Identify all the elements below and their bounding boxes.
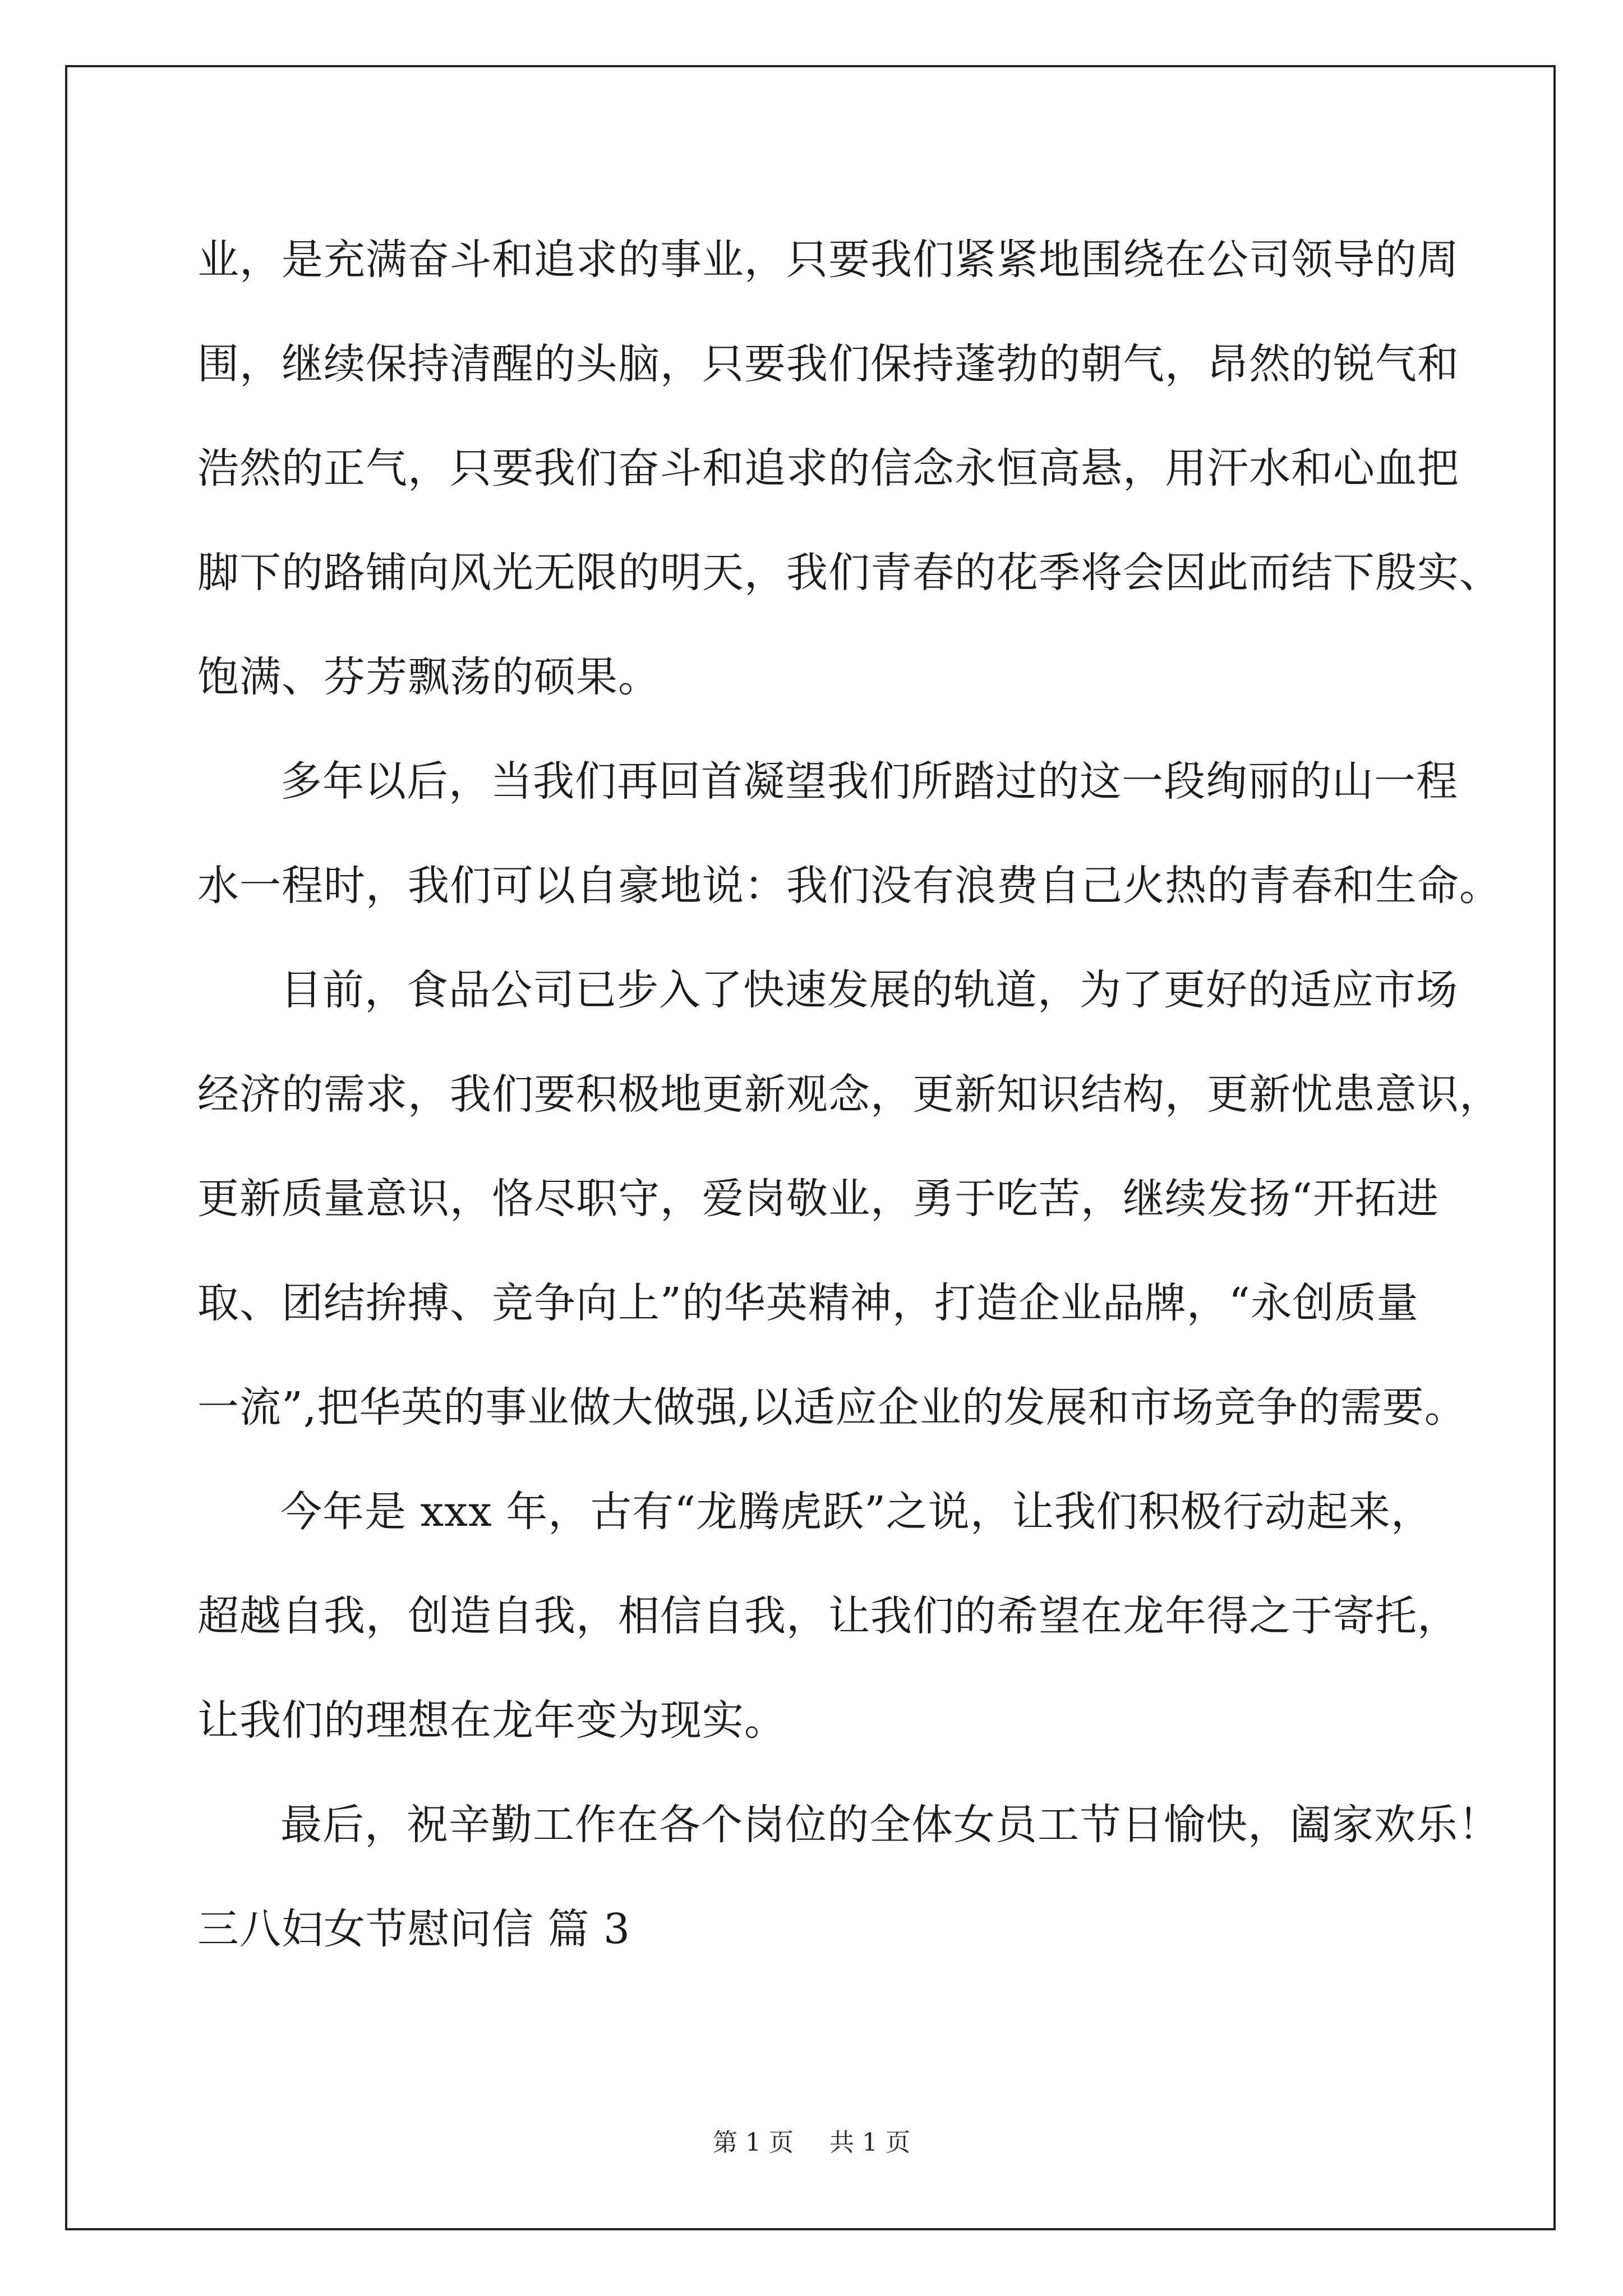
- text-line: 围，继续保持清醒的头脑，只要我们保持蓬勃的朝气，昂然的锐气和: [197, 340, 1459, 388]
- text-line: 脚下的路铺向风光无限的明天，我们青春的花季将会因此而结下殷实、: [197, 549, 1501, 597]
- text-line: 饱满、芬芳飘荡的硕果。: [197, 653, 660, 701]
- text-line: 取、团结拚搏、竞争向上”的华英精神，打造企业品牌，“永创质量: [197, 1279, 1419, 1327]
- text-line: 水一程时，我们可以自豪地说：我们没有浪费自己火热的青春和生命。: [197, 862, 1501, 910]
- paragraph-first-line: 今年是 xxx 年，古有“龙腾虎跃”之说，让我们积极行动起来，: [280, 1488, 1433, 1536]
- page-footer: [0, 2126, 1623, 2160]
- text-line: 一流”,把华英的事业做大做强,以适应企业的发展和市场竞争的需要。: [197, 1383, 1467, 1432]
- paragraph-first-line: 多年以后，当我们再回首凝望我们所踏过的这一段绚丽的山一程: [280, 757, 1458, 806]
- section-heading: 三八妇女节慰问信 篇 3: [197, 1905, 631, 1953]
- text-line: 浩然的正气，只要我们奋斗和追求的信念永恒高悬，用汗水和心血把: [197, 444, 1459, 493]
- paragraph-first-line: 目前，食品公司已步入了快速发展的轨道，为了更好的适应市场: [280, 966, 1458, 1014]
- text-line: 业，是充满奋斗和追求的事业，只要我们紧紧地围绕在公司领导的周: [197, 236, 1459, 284]
- text-line: 经济的需求，我们要积极地更新观念，更新知识结构，更新忧患意识，: [197, 1070, 1501, 1119]
- paragraph-first-line: 最后，祝辛勤工作在各个岗位的全体女员工节日愉快，阖家欢乐！: [280, 1801, 1500, 1849]
- text-line: 超越自我，创造自我，相信自我，让我们的希望在龙年得之于寄托，: [197, 1592, 1459, 1640]
- document-body: [197, 208, 1501, 1981]
- page-number: 第 1 页: [713, 2128, 794, 2157]
- page-total: 共 1 页: [829, 2128, 910, 2157]
- text-line: 更新质量意识，恪尽职守，爱岗敬业，勇于吃苦，继续发扬“开拓进: [197, 1175, 1439, 1223]
- text-line: 让我们的理想在龙年变为现实。: [197, 1696, 786, 1745]
